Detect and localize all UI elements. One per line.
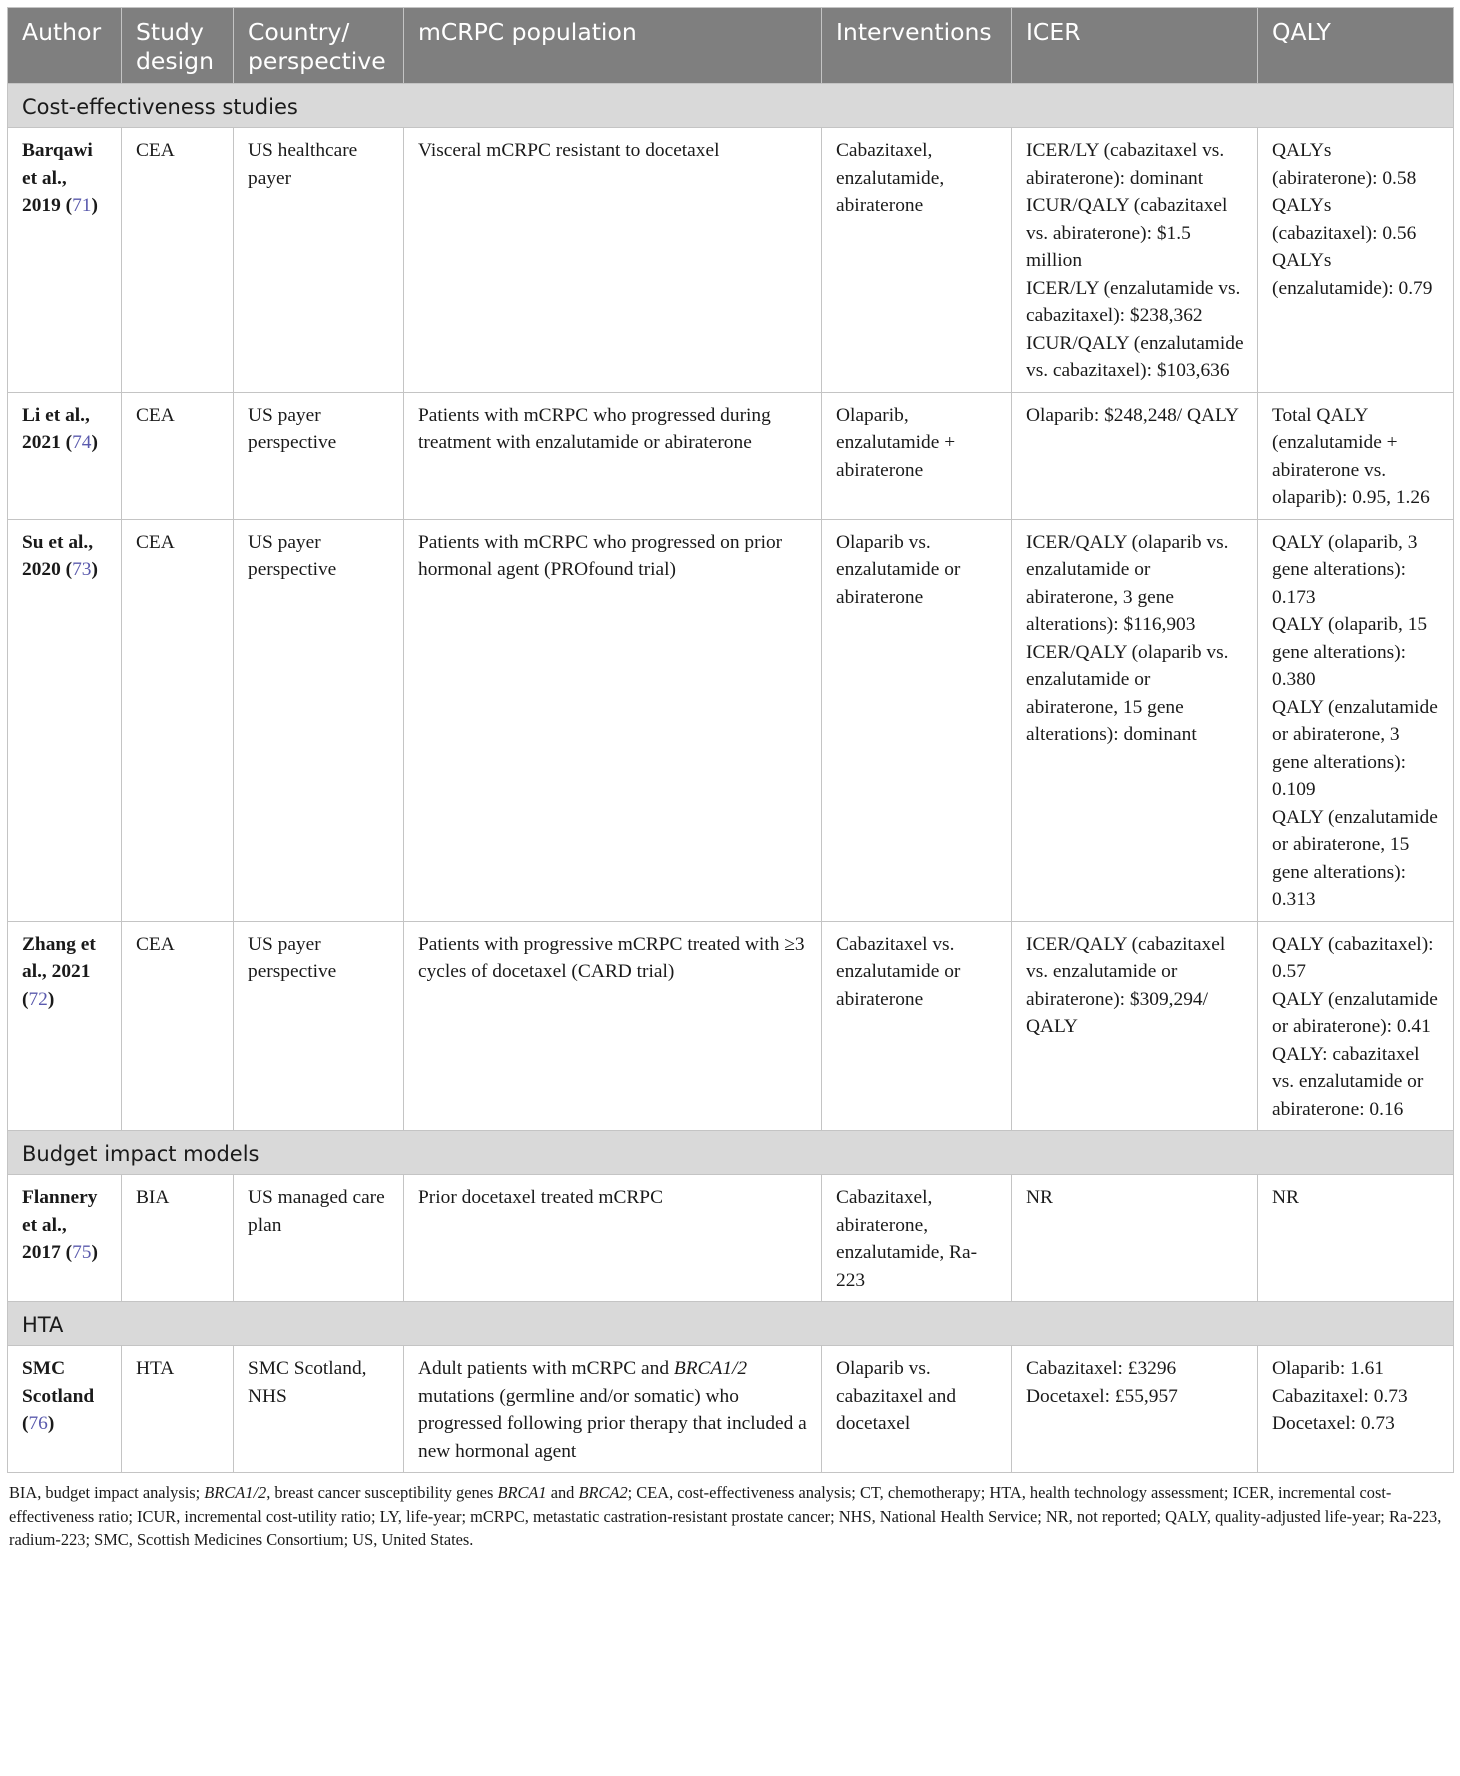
- population-cell: Prior docetaxel treated mCRPC: [404, 1175, 822, 1302]
- icer-cell: [1012, 519, 1258, 921]
- qaly-cell: [1258, 921, 1454, 1131]
- table-row: [8, 1346, 1454, 1473]
- qaly-line: Total QALY (enzalutamide + abiraterone vs. olaparib): 0.95, 1.26: [1272, 404, 1430, 508]
- icer-line: ICER/LY (enzalutamide vs. cabazitaxel): $238,362: [1026, 277, 1241, 326]
- interventions-cell: Olaparib, enzalutamide + abiraterone: [822, 392, 1012, 519]
- qaly-line: QALY (enzalutamide or abiraterone, 15 gene alterations): 0.313: [1272, 806, 1438, 910]
- author-cell: SMC Scotland (76): [8, 1346, 122, 1473]
- author-name: Barqawi et al., 2019: [22, 140, 93, 216]
- icer-line: ICER/QALY (olaparib vs. enzalutamide or abiraterone, 3 gene alterations): $116,903: [1026, 531, 1229, 635]
- reference-link[interactable]: 75: [72, 1242, 92, 1263]
- study-design-cell: CEA: [122, 128, 234, 393]
- gene-symbol: BRCA1/2: [673, 1358, 748, 1379]
- icer-line: ICER/QALY (cabazitaxel vs. enzalutamide or abiraterone): $309,294/ QALY: [1026, 933, 1226, 1037]
- study-design-cell: CEA: [122, 921, 234, 1131]
- population-cell: Patients with mCRPC who progressed on prior hormonal agent (PROfound trial): [404, 519, 822, 921]
- table-footnote: BIA, budget impact analysis; BRCA1/2, breast cancer susceptibility genes BRCA1 and BRCA2; CEA, cost-effectiveness analysis; CT, chemotherapy; HTA, health technology assessment; ICER, incremental cost-effectiveness ratio; ICUR, incremental cost-utility ratio; LY, life-year; mCRPC, metastatic castration-resistant prostate cancer; NHS, National Health Service; NR, not reported; QALY, quality-adjusted life-year; Ra-223, radium-223; SMC, Scottish Medicines Consortium; US, United States.: [9, 1483, 1442, 1549]
- qaly-cell: [1258, 128, 1454, 393]
- qaly-line: QALYs (cabazitaxel): 0.56: [1272, 195, 1417, 244]
- header-row: [8, 8, 1454, 84]
- author-name: Li et al., 2021: [22, 404, 90, 453]
- author-name: Su et al., 2020: [22, 531, 94, 580]
- population-cell: Visceral mCRPC resistant to docetaxel: [404, 128, 822, 393]
- reference-link[interactable]: 71: [72, 195, 92, 216]
- interventions-cell: Cabazitaxel, enzalutamide, abiraterone: [822, 128, 1012, 393]
- reference-link[interactable]: 73: [72, 559, 92, 580]
- qaly-line: QALYs (abiraterone): 0.58: [1272, 140, 1417, 189]
- icer-cell: [1012, 921, 1258, 1131]
- study-design-cell: CEA: [122, 519, 234, 921]
- icer-line: Olaparib: $248,248/ QALY: [1026, 404, 1239, 426]
- population-cell: Patients with mCRPC who progressed during treatment with enzalutamide or abiraterone: [404, 392, 822, 519]
- interventions-cell: Olaparib vs. enzalutamide or abiraterone: [822, 519, 1012, 921]
- gene-symbol: BRCA2: [578, 1483, 628, 1502]
- header-study-design: Study design: [122, 8, 234, 84]
- qaly-line: QALY (olaparib, 3 gene alterations): 0.173: [1272, 531, 1418, 608]
- interventions-cell: Cabazitaxel, abiraterone, enzalutamide, Ra-223: [822, 1175, 1012, 1302]
- header-mcrpc-population: mCRPC population: [404, 8, 822, 84]
- icer-line: ICUR/QALY (enzalutamide vs. cabazitaxel): $103,636: [1026, 332, 1244, 381]
- qaly-cell: [1258, 392, 1454, 519]
- country-cell: US healthcare payer: [234, 128, 404, 393]
- header-icer: ICER: [1012, 8, 1258, 84]
- table-row: [8, 519, 1454, 921]
- study-design-cell: CEA: [122, 392, 234, 519]
- section-title: HTA: [8, 1302, 1454, 1346]
- section-title: Budget impact models: [8, 1131, 1454, 1175]
- author-name: SMC Scotland: [22, 1358, 95, 1407]
- section-row: [8, 1131, 1454, 1175]
- author-cell: Zhang et al., 2021 (72): [8, 921, 122, 1131]
- reference-link[interactable]: 72: [28, 988, 48, 1010]
- qaly-line: QALYs (enzalutamide): 0.79: [1272, 250, 1433, 299]
- author-cell: Li et al., 2021 (74): [8, 392, 122, 519]
- country-cell: US managed care plan: [234, 1175, 404, 1302]
- icer-line: ICER/LY (cabazitaxel vs. abiraterone): dominant: [1026, 140, 1225, 189]
- qaly-line: Cabazitaxel: 0.73: [1272, 1385, 1408, 1407]
- table-row: [8, 392, 1454, 519]
- section-row: [8, 84, 1454, 128]
- country-cell: SMC Scotland, NHS: [234, 1346, 404, 1473]
- author-cell: Flannery et al., 2017 (75): [8, 1175, 122, 1302]
- qaly-line: QALY: cabazitaxel vs. enzalutamide or abiraterone: 0.16: [1272, 1043, 1424, 1120]
- author-name: Zhang et al., 2021: [22, 933, 96, 982]
- interventions-cell: Olaparib vs. cabazitaxel and docetaxel: [822, 1346, 1012, 1473]
- table-row: [8, 1175, 1454, 1302]
- study-design-cell: BIA: [122, 1175, 234, 1302]
- header-qaly: QALY: [1258, 8, 1454, 84]
- qaly-line: NR: [1272, 1187, 1299, 1208]
- section-title: Cost-effectiveness studies: [8, 84, 1454, 128]
- qaly-line: QALY (enzalutamide or abiraterone): 0.41: [1272, 988, 1438, 1037]
- qaly-line: QALY (olaparib, 15 gene alterations): 0.380: [1272, 614, 1428, 690]
- header-author: Author: [8, 8, 122, 84]
- country-cell: US payer perspective: [234, 519, 404, 921]
- interventions-cell: Cabazitaxel vs. enzalutamide or abiraterone: [822, 921, 1012, 1131]
- reference-link[interactable]: 76: [28, 1413, 48, 1434]
- population-cell: Adult patients with mCRPC and BRCA1/2 mutations (germline and/or somatic) who progressed following prior therapy that included a new hormonal agent: [404, 1346, 822, 1473]
- qaly-cell: [1258, 1175, 1454, 1302]
- icer-cell: [1012, 1175, 1258, 1302]
- country-cell: US payer perspective: [234, 392, 404, 519]
- study-design-cell: HTA: [122, 1346, 234, 1473]
- country-cell: US payer perspective: [234, 921, 404, 1131]
- qaly-line: Docetaxel: 0.73: [1272, 1413, 1395, 1434]
- qaly-line: Olaparib: 1.61: [1272, 1358, 1385, 1379]
- icer-line: Cabazitaxel: £3296: [1026, 1358, 1177, 1379]
- table-row: [8, 128, 1454, 393]
- gene-symbol: BRCA1: [497, 1483, 547, 1502]
- author-cell: Su et al., 2020 (73): [8, 519, 122, 921]
- qaly-cell: [1258, 519, 1454, 921]
- icer-line: Docetaxel: £55,957: [1026, 1385, 1178, 1407]
- qaly-line: QALY (enzalutamide or abiraterone, 3 gene alterations): 0.109: [1272, 696, 1438, 800]
- author-name: Flannery et al., 2017: [22, 1187, 98, 1263]
- icer-line: ICER/QALY (olaparib vs. enzalutamide or abiraterone, 15 gene alterations): dominant: [1026, 641, 1229, 745]
- reference-link[interactable]: 74: [72, 432, 92, 453]
- cost-effectiveness-table: [7, 7, 1454, 1473]
- qaly-cell: [1258, 1346, 1454, 1473]
- header-interventions: Interventions: [822, 8, 1012, 84]
- section-row: [8, 1302, 1454, 1346]
- icer-cell: [1012, 128, 1258, 393]
- icer-line: NR: [1026, 1187, 1053, 1208]
- gene-symbol: BRCA1/2: [204, 1483, 267, 1502]
- icer-cell: [1012, 1346, 1258, 1473]
- icer-cell: [1012, 392, 1258, 519]
- population-cell: Patients with progressive mCRPC treated with ≥3 cycles of docetaxel (CARD trial): [404, 921, 822, 1131]
- author-cell: Barqawi et al., 2019 (71): [8, 128, 122, 393]
- table-container: [7, 7, 1453, 1552]
- qaly-line: QALY (cabazitaxel): 0.57: [1272, 933, 1434, 982]
- icer-line: ICUR/QALY (cabazitaxel vs. abiraterone): $1.5 million: [1026, 195, 1228, 271]
- table-row: [8, 921, 1454, 1131]
- header-country-perspective: Country/ perspective: [234, 8, 404, 84]
